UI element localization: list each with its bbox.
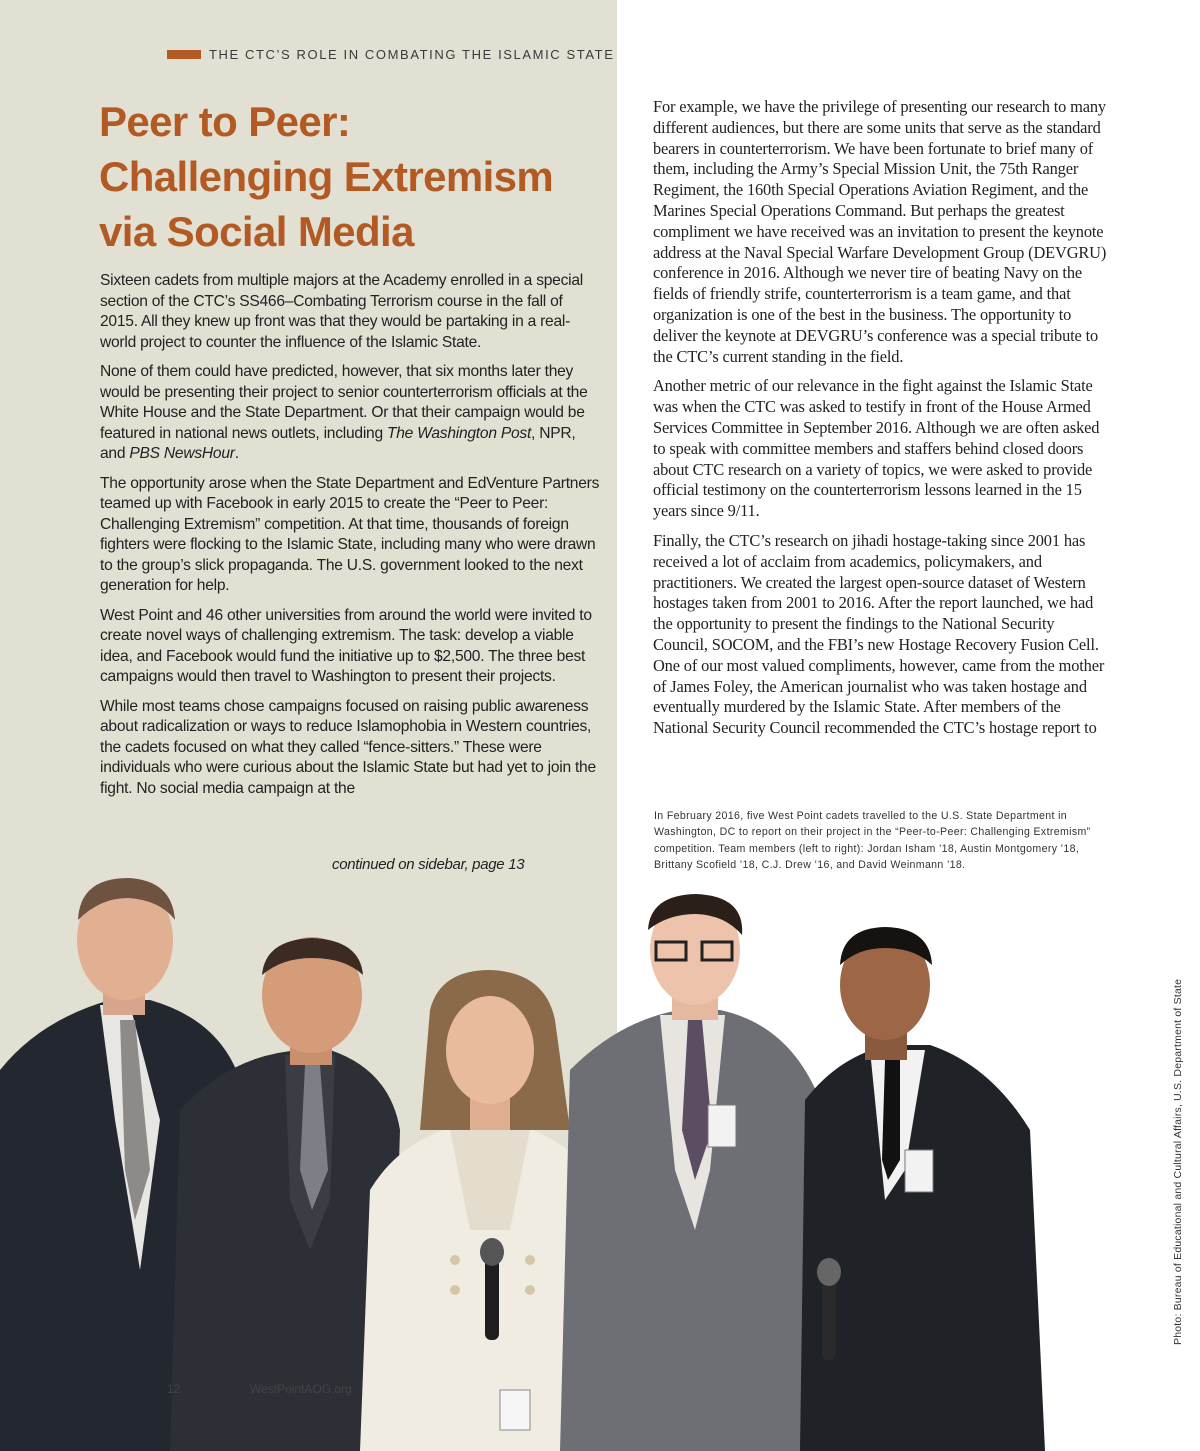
right-text-column <box>653 97 1113 748</box>
section-header <box>167 46 614 62</box>
right-paragraph-3: Finally, the CTC’s research on jihadi hostage-taking since 2001 has received a lot of acclaim from academics, policymakers, and practitioners. We created the largest open-source dataset of Western hostages taken from 2001 to 2016. After the report launched, we had the opportunity to present the findings to the National Security Council, SOCOM, and the FBI’s new Hostage Recovery Fusion Cell. One of our most valued compliments, however, came from the mother of James Foley, the American journalist who was taken hostage and eventually murdered by the Islamic State. After members of the National Security Council recommended the CTC’s hostage report to <box>653 530 1105 738</box>
continued-note: continued on sidebar, page 13 <box>332 856 525 873</box>
footer-website: WestPointAOG.org <box>250 1382 352 1396</box>
outlet-pbs: PBS NewsHour <box>129 445 235 462</box>
person-4-figure <box>560 894 835 1451</box>
photo-credit: Photo: Bureau of Educational and Cultural Affairs, U.S. Department of State <box>1172 978 1184 1345</box>
page-number: 12 <box>167 1382 181 1396</box>
paragraph-2-text: None of them could have predicted, however, that six months later they would be presenting their project to senior counterterrorism officials at the White House and the State Department. Or that their campaign would be featured in national news outlets, including <box>100 363 588 442</box>
person-5-figure <box>800 927 1045 1451</box>
paragraph-1: Sixteen cadets from multiple majors at the Academy enrolled in a special section of the CTC’s SS466–Combating Terrorism course in the fall of 2015. All they knew up front was that they would be partaking in a real-world project to counter the influence of the Islamic State. <box>100 272 583 351</box>
outlet-separator: , NPR, and <box>100 424 576 462</box>
title-line-3: via Social Media <box>99 208 414 255</box>
title-line-2: Challenging Extremism <box>99 153 554 200</box>
team-photo <box>0 870 1090 1451</box>
outlet-washington-post: The Washington Post <box>386 424 532 442</box>
section-label: THE CTC’S ROLE IN COMBATING THE ISLAMIC STATE <box>209 46 615 62</box>
photo-caption: In February 2016, five West Point cadets travelled to the U.S. State Department in Washington, DC to report on their project in the “Peer-to-Peer: Challenging Extremism” competition. Team members (left to right): Jordan Isham ’18, Austin Montgomery ’18, Brittany Scofield ’18, C.J. Drew ’16, and David Weinmann ’18. <box>654 810 1091 871</box>
outlet-end: . <box>234 445 239 462</box>
paragraph-4: West Point and 46 other universities from around the world were invited to create novel ways of challenging extremism. The task: develop a viable idea, and Facebook would fund the initiative up to $2,500. The three best campaigns would then travel to Washington to present their projects. <box>100 606 592 685</box>
article-title <box>99 94 599 259</box>
right-paragraph-1: For example, we have the privilege of presenting our research to many different audiences, but there are some units that serve as the standard bearers in counterterrorism. We have been fortunate to brief many of them, including the Army’s Special Mission Unit, the 75th Ranger Regiment, the 160th Special Operations Aviation Regiment, and the Marines Special Operations Command. But perhaps the greatest compliment we have received was an invitation to present the keynote address at the Naval Special Warfare Development Group (DEVGRU) conference in 2016. Although we never tire of beating Navy on the fields of friendly strife, counterterrorism is a team game, and that organization is one of the best in the business. The opportunity to deliver the keynote at DEVGRU’s conference was a special tribute to the CTC’s current standing in the field. <box>653 97 1107 366</box>
paragraph-5: While most teams chose campaigns focused on raising public awareness about radicalization or ways to reduce Islamophobia in Western countries, the cadets focused on what they called “fence-sitters.” These were individuals who were curious about the Islamic State but had yet to join the fight. No social media campaign at the <box>100 697 596 797</box>
paragraph-3: The opportunity arose when the State Department and EdVenture Partners teamed up with Facebook in early 2015 to create the “Peer to Peer: Challenging Extremism” competition. At that time, thousands of foreign fighters were flocking to the Islamic State, including many who were drawn to the group’s slick propaganda. The U.S. government looked to the next generation for help. <box>100 474 600 594</box>
title-line-1: Peer to Peer: <box>99 98 351 145</box>
paragraph-2 <box>100 362 600 465</box>
left-text-column <box>100 271 600 808</box>
right-paragraph-2: Another metric of our relevance in the fight against the Islamic State was when the CTC was asked to testify in front of the House Armed Services Committee in September 2016. Although we are often asked to speak with committee members and staffers behind closed doors about CTC research on a variety of topics, we were asked to provide official testimony on the counterterrorism lessons learned in the 15 years since 9/11. <box>653 376 1100 521</box>
header-accent-bar <box>167 50 201 59</box>
